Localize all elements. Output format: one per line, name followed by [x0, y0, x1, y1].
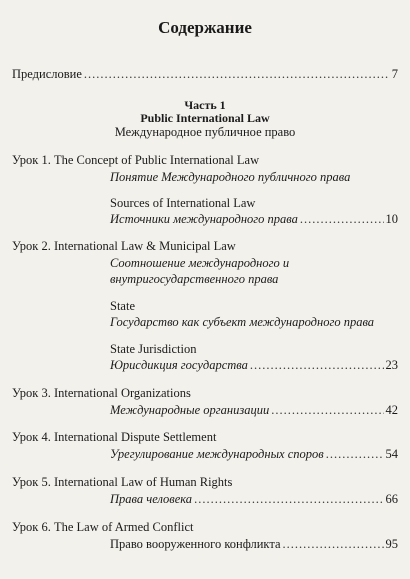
toc-entry-lesson-4-ru[interactable] — [110, 447, 398, 462]
toc-subentry-state[interactable]: State — [110, 299, 135, 313]
toc-entry-lesson-6[interactable] — [12, 520, 194, 535]
toc-entry-lesson-5[interactable] — [12, 475, 232, 490]
lesson-title-en: International Law & Municipal Law — [53, 239, 236, 253]
page-number: 66 — [385, 492, 398, 506]
lesson-title-ru-line-2: внутригосударственного права — [110, 272, 279, 286]
lesson-prefix: Урок 6. — [12, 520, 51, 534]
lesson-title-en: The Concept of Public International Law — [53, 153, 260, 167]
toc-entry-lesson-1[interactable] — [12, 153, 259, 168]
lesson-prefix: Урок 4. — [12, 430, 51, 444]
page-number: 10 — [385, 212, 398, 226]
lesson-prefix: Урок 2. — [12, 239, 51, 253]
page-number: 54 — [385, 447, 398, 461]
page-title: Содержание — [158, 18, 252, 37]
leader-dots — [300, 212, 384, 227]
lesson-title-en: International Dispute Settlement — [53, 430, 217, 444]
leader-dots — [84, 67, 390, 82]
leader-dots — [271, 403, 383, 418]
toc-entry-lesson-2[interactable] — [12, 239, 236, 254]
part-title-ru: Международное публичное право — [114, 125, 296, 139]
leader-dots — [194, 492, 383, 507]
part-number: Часть 1 — [184, 98, 226, 112]
lesson-title-en: International Organizations — [53, 386, 191, 400]
subentry-state-ru: Государство как субъект международного права — [110, 315, 375, 329]
lesson-title-ru: Право вооруженного конфликта — [110, 537, 281, 551]
toc-subentry-sources-ru[interactable] — [110, 212, 398, 227]
page-number: 7 — [391, 67, 398, 81]
lesson-title-ru: Международные организации — [110, 403, 270, 417]
page-number: 42 — [385, 403, 398, 417]
subentry-title-ru: Источники международного права — [110, 212, 298, 226]
lesson-title-en: International Law of Human Rights — [53, 475, 233, 489]
lesson-title-ru: Права человека — [110, 492, 193, 506]
lesson-title-en: The Law of Armed Conflict — [53, 520, 194, 534]
toc-subentry-state-jurisdiction-ru[interactable] — [110, 358, 398, 373]
toc-entry-lesson-3-ru[interactable] — [110, 403, 398, 418]
lesson-title-ru: Урегулирование международных споров — [110, 447, 324, 461]
page-number: 23 — [385, 358, 398, 372]
leader-dots — [283, 537, 384, 552]
lesson-prefix: Урок 1. — [12, 153, 51, 167]
preface-label: Предисловие — [12, 67, 82, 81]
leader-dots — [250, 358, 384, 373]
toc-subentry-sources[interactable]: Sources of International Law — [110, 196, 256, 210]
toc-entry-lesson-3[interactable] — [12, 386, 191, 401]
part-title-en: Public International Law — [140, 111, 270, 125]
toc-subentry-state-jurisdiction[interactable]: State Jurisdiction — [110, 342, 197, 356]
page-number: 95 — [385, 537, 398, 551]
toc-entry-lesson-5-ru[interactable] — [110, 492, 398, 507]
toc-entry-lesson-6-ru[interactable] — [110, 537, 398, 552]
subentry-title-ru: Юрисдикция государства — [110, 358, 248, 372]
lesson-title-ru-line-1: Соотношение международного и — [110, 256, 290, 270]
lesson-prefix: Урок 3. — [12, 386, 51, 400]
lesson-title-ru: Понятие Международного публичного права — [110, 170, 351, 184]
leader-dots — [326, 447, 384, 462]
lesson-prefix: Урок 5. — [12, 475, 51, 489]
toc-entry-preface[interactable] — [12, 67, 398, 82]
toc-entry-lesson-4[interactable] — [12, 430, 216, 445]
